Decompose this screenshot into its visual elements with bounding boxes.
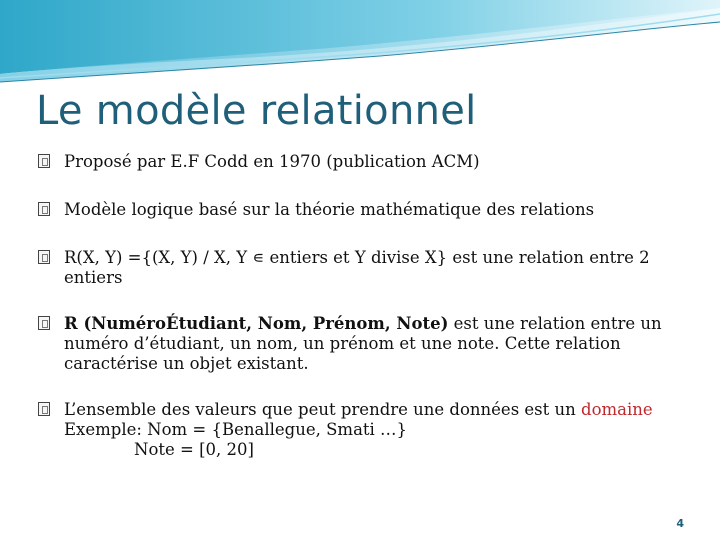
bullet-box-icon — [38, 250, 50, 264]
bullet-text: Modèle logique basé sur la théorie mathématique des relations — [64, 200, 595, 219]
relation-schema: R (NuméroÉtudiant, Nom, Prénom, Note) — [64, 314, 449, 333]
bullet-item — [38, 314, 688, 374]
bullet-text: Proposé par E.F Codd en 1970 (publication ACM) — [64, 152, 480, 171]
bullet-list — [38, 152, 688, 460]
page-number: 4 — [676, 517, 684, 530]
bullet-item — [38, 400, 688, 460]
bullet-item — [38, 200, 688, 220]
bullet-item — [38, 248, 688, 288]
bullet-text: est une relation entre un numéro d’étudiant, un nom, un prénom et une note. Cette relation caractérise un objet existant. — [64, 314, 662, 373]
slide-title: Le modèle relationnel — [36, 88, 477, 134]
bullet-text: R(X, Y) ={(X, Y) / X, Y ∊ entiers et Y divise X} est une relation entre 2 entiers — [64, 248, 650, 287]
header-wave-decoration — [0, 0, 720, 90]
bullet-box-icon — [38, 316, 50, 330]
bullet-box-icon — [38, 402, 50, 416]
bullet-box-icon — [38, 202, 50, 216]
bullet-box-icon — [38, 154, 50, 168]
domaine-highlight: domaine — [581, 400, 653, 419]
example-line-note: Note = [0, 20] — [134, 440, 254, 459]
bullet-text: L’ensemble des valeurs que peut prendre une données est un — [64, 400, 582, 419]
bullet-item — [38, 152, 688, 172]
example-line: Exemple: Nom = {Benallegue, Smati …} — [64, 420, 408, 439]
